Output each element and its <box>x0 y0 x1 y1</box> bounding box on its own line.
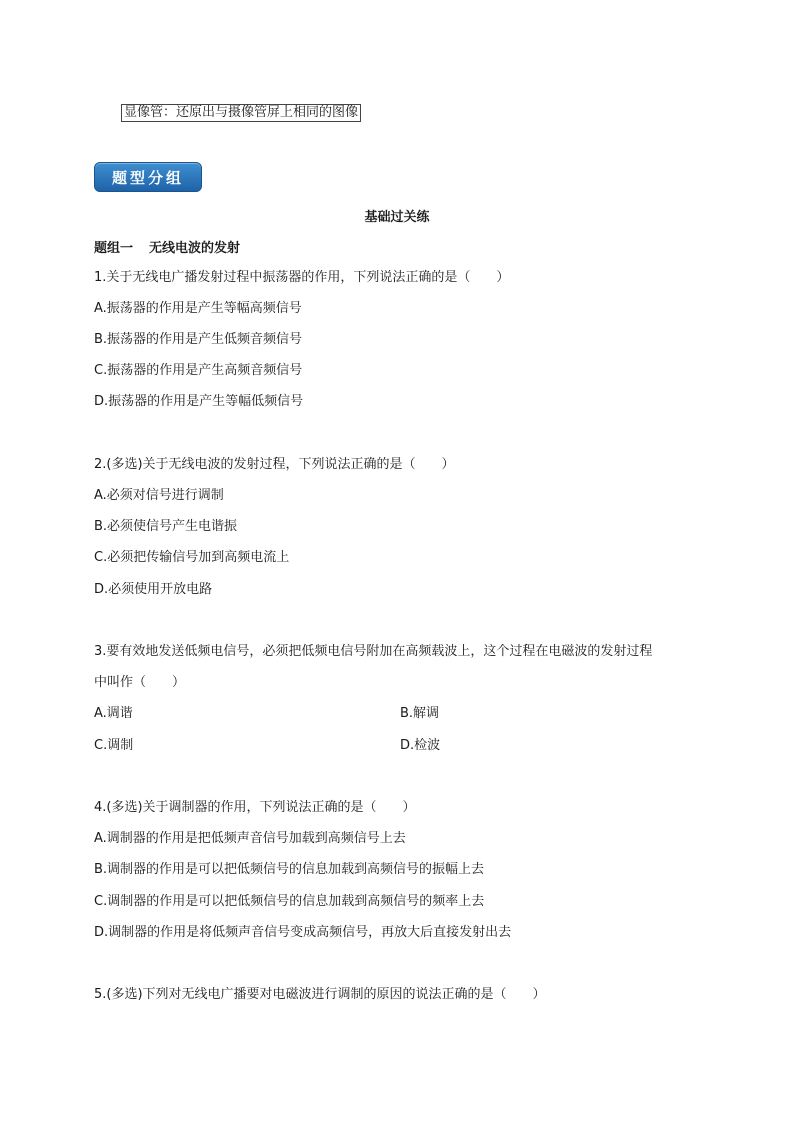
question-2-option-a: A.必须对信号进行调制 <box>94 488 224 503</box>
question-5-stem: 5.(多选)下列对无线电广播要对电磁波进行调制的原因的说法正确的是（ ） <box>94 987 546 1002</box>
question-1-stem: 1.关于无线电广播发射过程中振荡器的作用，下列说法正确的是（ ） <box>94 270 510 285</box>
question-1-option-a: A.振荡器的作用是产生等幅高频信号 <box>94 301 302 316</box>
center-heading: 基础过关练 <box>364 210 430 225</box>
question-1-option-d: D.振荡器的作用是产生等幅低频信号 <box>94 394 304 409</box>
question-1-option-b: B.振荡器的作用是产生低频音频信号 <box>94 332 303 347</box>
group-name: 无线电波的发射 <box>149 241 241 256</box>
question-3-stem-line-1: 3.要有效地发送低频电信号，必须把低频电信号附加在高频载波上，这个过程在电磁波的发射过程 <box>94 644 653 659</box>
question-4-stem: 4.(多选)关于调制器的作用，下列说法正确的是（ ） <box>94 800 416 815</box>
question-3-option-d: D.检波 <box>400 738 441 753</box>
question-2-stem: 2.(多选)关于无线电波的发射过程，下列说法正确的是（ ） <box>94 457 455 472</box>
question-3-stem-line-2: 中叫作（ ） <box>94 675 186 690</box>
question-3-option-b: B.解调 <box>400 706 440 721</box>
question-1-option-c: C.振荡器的作用是产生高频音频信号 <box>94 363 303 378</box>
top-note: 显像管：还原出与摄像管屏上相同的图像 <box>121 104 361 122</box>
group-title <box>94 237 240 256</box>
question-2-option-d: D.必须使用开放电路 <box>94 582 213 597</box>
question-2-option-c: C.必须把传输信号加到高频电流上 <box>94 550 290 565</box>
question-4-option-a: A.调制器的作用是把低频声音信号加载到高频信号上去 <box>94 831 406 846</box>
section-badge: 题型分组 <box>94 162 202 192</box>
question-4-option-c: C.调制器的作用是可以把低频信号的信息加载到高频信号的频率上去 <box>94 894 485 909</box>
question-2-option-b: B.必须使信号产生电谐振 <box>94 519 238 534</box>
question-3-option-c: C.调制 <box>94 738 134 753</box>
question-3-option-a: A.调谐 <box>94 706 133 721</box>
group-label: 题组一 <box>94 241 134 256</box>
question-4-option-b: B.调制器的作用是可以把低频信号的信息加载到高频信号的振幅上去 <box>94 862 485 877</box>
question-4-option-d: D.调制器的作用是将低频声音信号变成高频信号，再放大后直接发射出去 <box>94 925 512 940</box>
